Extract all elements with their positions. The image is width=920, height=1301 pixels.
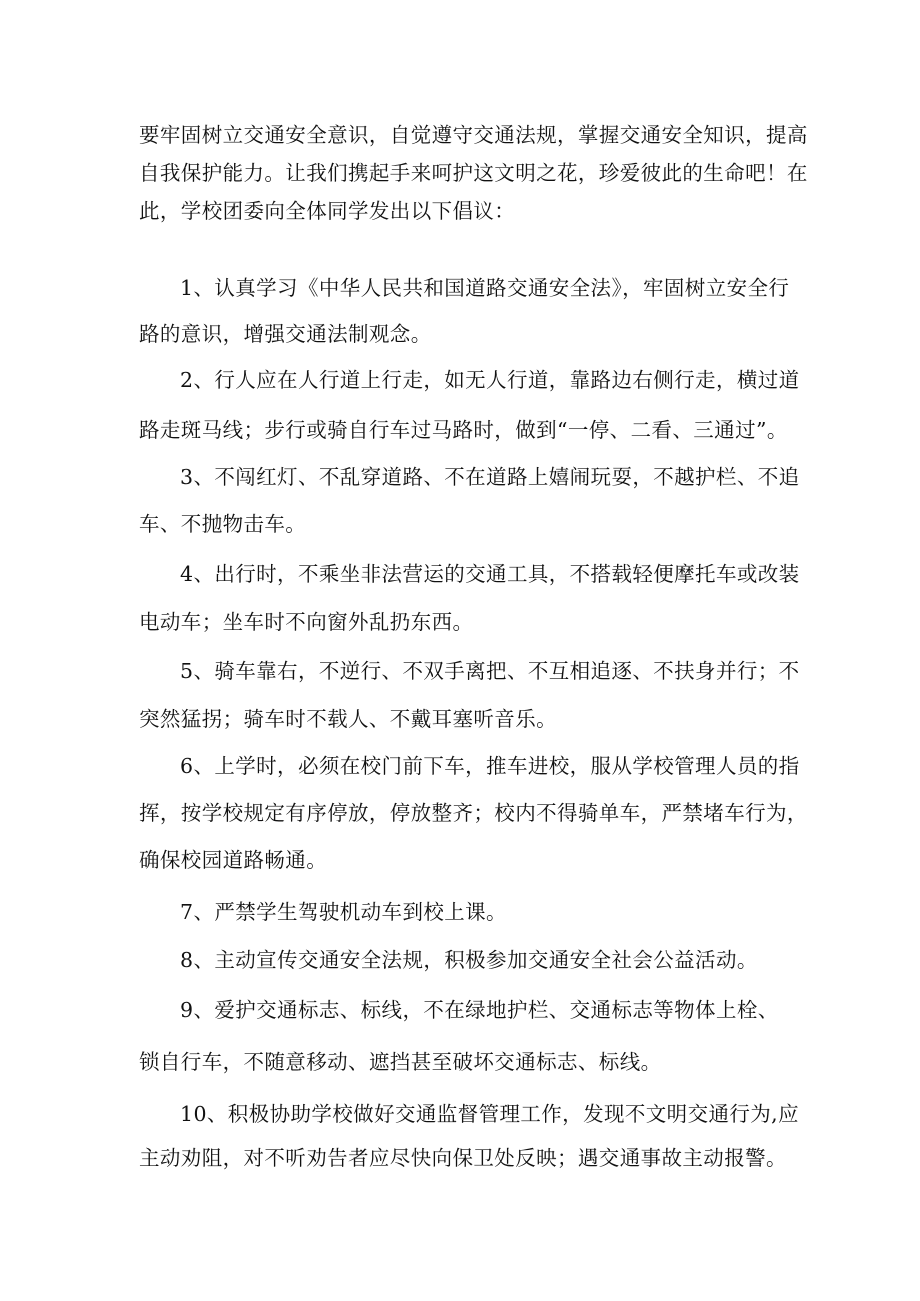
paragraph-item-3	[139, 454, 800, 548]
paragraph-item-1	[139, 265, 790, 357]
text-line: 7、严禁学生驾驶机动车到校上课。	[180, 900, 507, 924]
text-line: 要牢固树立交通安全意识，自觉遵守交通法规，掌握交通安全知识，提高	[139, 123, 808, 147]
text-line: 主动劝阻，对不听劝告者应尽快向保卫处反映；遇交通事故主动报警。	[139, 1146, 787, 1170]
text-line: 电动车；坐车时不向窗外乱扔东西。	[139, 610, 474, 634]
paragraph-item-2	[139, 355, 800, 455]
text-line: 突然猛拐；骑车时不载人、不戴耳塞听音乐。	[139, 707, 557, 731]
paragraph-item-9	[139, 984, 784, 1088]
text-line: 锁自行车，不随意移动、遮挡甚至破坏交通标志、标线。	[139, 1050, 662, 1074]
paragraph-intro	[139, 116, 808, 230]
text-line: 3、不闯红灯、不乱穿道路、不在道路上嬉闹玩耍，不越护栏、不追	[180, 465, 800, 489]
text-line: 挥，按学校规定有序停放，停放整齐；校内不得骑单车，严禁堵车行为，	[139, 801, 808, 825]
paragraph-item-5	[139, 647, 800, 743]
text-line: 9、爱护交通标志、标线，不在绿地护栏、交通标志等物体上栓、	[180, 998, 779, 1022]
text-line: 车、不抛物击车。	[139, 512, 307, 536]
text-line: 路的意识，增强交通法制观念。	[139, 322, 432, 346]
paragraph-item-6	[139, 743, 808, 884]
text-line: 6、上学时，必须在校门前下车，推车进校，服从学校管理人员的指	[180, 754, 800, 778]
text-line: 4、出行时，不乘坐非法营运的交通工具，不搭载轻便摩托车或改装	[180, 562, 800, 586]
text-line: 8、主动宣传交通安全法规，积极参加交通安全社会公益活动。	[180, 948, 758, 972]
paragraph-item-8	[139, 936, 784, 984]
paragraph-item-7	[139, 888, 784, 936]
text-line: 路走斑马线；步行或骑自行车过马路时，做到“一停、二看、三通过”。	[139, 418, 788, 442]
text-line: 2、行人应在人行道上行走，如无人行道，靠路边右侧行走，横过道	[180, 368, 800, 392]
text-line: 5、骑车靠右，不逆行、不双手离把、不互相追逐、不扶身并行；不	[180, 659, 800, 683]
text-line: 自我保护能力。让我们携起手来呵护这文明之花，珍爱彼此的生命吧！在	[139, 161, 808, 185]
paragraph-item-4	[139, 550, 800, 646]
text-line: 10、积极协助学校做好交通监督管理工作，发现不文明交通行为,应	[180, 1102, 799, 1126]
text-line: 此，学校团委向全体同学发出以下倡议：	[139, 199, 516, 223]
text-line: 确保校园道路畅通。	[139, 848, 328, 872]
paragraph-item-10	[139, 1092, 799, 1180]
text-line: 1、认真学习《中华人民共和国道路交通安全法》，牢固树立安全行	[180, 276, 790, 300]
